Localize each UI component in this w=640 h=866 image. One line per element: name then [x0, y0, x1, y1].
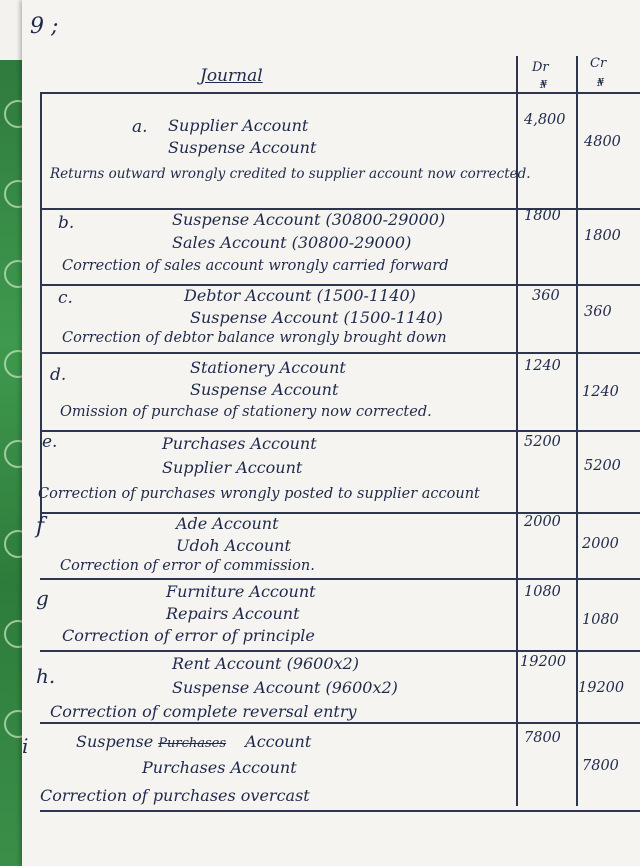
credit-account: Sales Account (30800-29000) — [172, 233, 412, 252]
cr-amount: 5200 — [584, 458, 621, 474]
credit-account: Suspense Account — [190, 380, 339, 399]
entry-label: c. — [58, 288, 73, 308]
debit-account: Furniture Account — [166, 582, 316, 601]
narration: Correction of error of principle — [62, 626, 315, 645]
cr-amount: 360 — [584, 304, 612, 320]
dr-amount: 4,800 — [524, 112, 566, 128]
narration: Correction of purchases wrongly posted to supplier account — [38, 486, 480, 502]
cr-amount: 19200 — [578, 680, 625, 696]
credit-account: Udoh Account — [176, 536, 291, 555]
question-number: 9 ; — [30, 14, 59, 39]
entry-label: e. — [42, 432, 58, 452]
entry-label: h. — [36, 664, 56, 688]
narration: Returns outward wrongly credited to supplier account now corrected. — [50, 166, 531, 182]
row-divider — [40, 352, 640, 354]
debit-account: Purchases Account — [162, 434, 317, 453]
entry-label: f — [36, 514, 45, 539]
debit-account: Stationery Account — [190, 358, 346, 377]
row-divider — [40, 578, 640, 580]
entry-label: b. — [58, 213, 75, 233]
dr-amount: 1240 — [524, 358, 561, 374]
credit-account: Suspense Account (9600x2) — [172, 678, 398, 697]
narration: Omission of purchase of stationery now corrected. — [60, 404, 432, 420]
debit-account: Suspense Account (30800-29000) — [172, 210, 446, 229]
credit-account: Suspense Account — [168, 138, 317, 157]
row-divider — [40, 430, 640, 432]
entry-label: d. — [50, 365, 67, 385]
cr-amount: 1240 — [582, 384, 619, 400]
row-divider — [40, 722, 640, 724]
credit-account: Suspense Account (1500-1140) — [190, 308, 443, 327]
debit-account-name: Suspense — [76, 732, 154, 751]
cr-amount: 2000 — [582, 536, 619, 552]
cr-amount: 4800 — [584, 134, 621, 150]
struck-out-word: Purchases — [158, 736, 227, 751]
cr-unit: ₦ — [597, 76, 604, 89]
narration: Correction of purchases overcast — [40, 786, 310, 805]
debit-account: Rent Account (9600x2) — [172, 654, 359, 673]
dr-unit: ₦ — [540, 78, 547, 91]
dr-amount: 5200 — [524, 434, 561, 450]
dr-amount: 360 — [532, 288, 560, 304]
row-divider — [40, 810, 640, 812]
cr-header: Cr — [590, 56, 607, 71]
cr-amount: 1800 — [584, 228, 621, 244]
dr-amount: 2000 — [524, 514, 561, 530]
entry-label: a. — [132, 117, 148, 137]
credit-account: Supplier Account — [162, 458, 303, 477]
row-divider — [40, 650, 640, 652]
entry-label: g — [36, 586, 49, 610]
debit-account: Ade Account — [176, 514, 279, 533]
debit-account-suffix: Account — [245, 732, 312, 751]
dr-amount: 19200 — [520, 654, 567, 670]
narration: Correction of sales account wrongly carried forward — [62, 258, 449, 274]
header-rule — [40, 92, 640, 94]
cr-amount: 1080 — [582, 612, 619, 628]
dr-amount: 1080 — [524, 584, 561, 600]
entry-label: i — [22, 734, 29, 758]
dr-amount: 1800 — [524, 208, 561, 224]
journal-title: Journal — [200, 66, 263, 86]
dr-header: Dr — [532, 60, 549, 75]
debit-account: Debtor Account (1500-1140) — [184, 286, 416, 305]
narration: Correction of debtor balance wrongly brought down — [62, 330, 447, 346]
credit-account: Purchases Account — [142, 758, 297, 777]
dr-amount: 7800 — [524, 730, 561, 746]
left-margin-line — [40, 92, 42, 522]
credit-account: Repairs Account — [166, 604, 300, 623]
debit-account — [76, 732, 311, 751]
cr-amount: 7800 — [582, 758, 619, 774]
narration: Correction of error of commission. — [60, 558, 315, 574]
debit-account: Supplier Account — [168, 116, 309, 135]
narration: Correction of complete reversal entry — [50, 702, 357, 721]
